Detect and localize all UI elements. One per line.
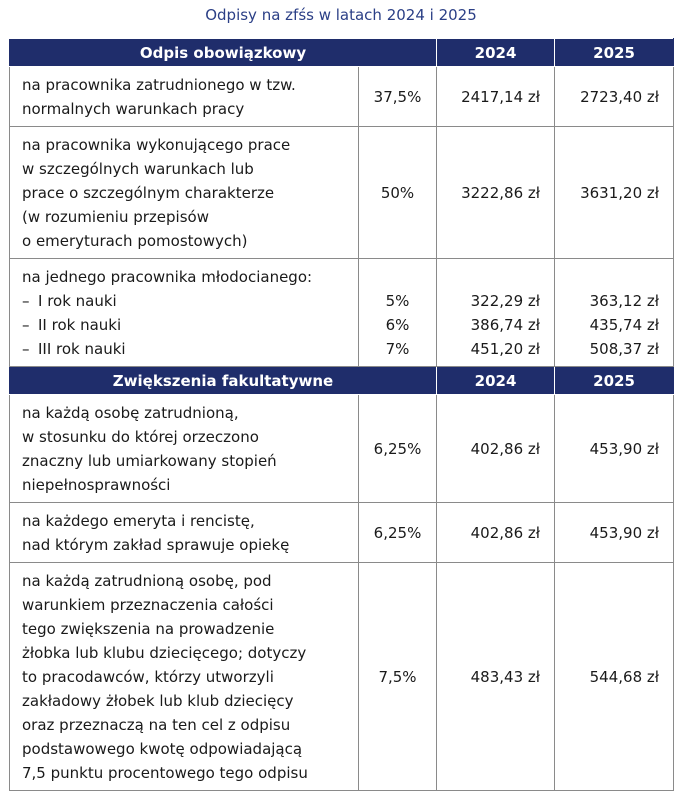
- amount-2025: 544,68 zł: [555, 563, 674, 791]
- table-row: [10, 67, 674, 127]
- rate-cell: 50%: [359, 127, 437, 259]
- youth-item: [22, 337, 350, 361]
- desc-line: o emeryturach pomostowych): [22, 232, 248, 250]
- rate-value: 6%: [385, 316, 410, 334]
- dash-marker: –: [22, 340, 30, 358]
- amount-value: 451,20 zł: [470, 340, 541, 358]
- amount-2024: 402,86 zł: [437, 395, 555, 503]
- youth-item-label: I rok nauki: [38, 292, 117, 310]
- allowance-table: [9, 38, 674, 791]
- year-header-2025: 2025: [555, 367, 674, 395]
- desc-line: na każdą zatrudnioną osobę, pod: [22, 572, 272, 590]
- desc-line: niepełnosprawności: [22, 476, 171, 494]
- desc-line: warunkiem przeznaczenia całości: [22, 596, 274, 614]
- desc-line: to pracodawców, którzy utworzyli: [22, 668, 274, 686]
- table-row: [10, 395, 674, 503]
- desc-line: żłobka lub klubu dziecięcego; dotyczy: [22, 644, 307, 662]
- table-title: Odpisy na zfśs w latach 2024 i 2025: [205, 6, 477, 24]
- desc-line: znaczny lub umiarkowany stopień: [22, 452, 277, 470]
- dash-marker: –: [22, 316, 30, 334]
- amount-value: 386,74 zł: [470, 316, 541, 334]
- amount-2024: [437, 259, 555, 367]
- desc-line: na każdą osobę zatrudnioną,: [22, 404, 239, 422]
- amount-2024: 483,43 zł: [437, 563, 555, 791]
- desc-line: na jednego pracownika młodocianego:: [22, 268, 313, 286]
- row-description: [10, 259, 359, 367]
- rate-cell: 7,5%: [359, 563, 437, 791]
- amount-value: 322,29 zł: [470, 292, 541, 310]
- amount-2025: 2723,40 zł: [555, 67, 674, 127]
- table-row: [10, 503, 674, 563]
- amount-2025: 453,90 zł: [555, 395, 674, 503]
- desc-line: nad którym zakład sprawuje opiekę: [22, 536, 290, 554]
- amount-2024: 3222,86 zł: [437, 127, 555, 259]
- desc-line: w stosunku do której orzeczono: [22, 428, 259, 446]
- table-row: [10, 563, 674, 791]
- rate-cell: 37,5%: [359, 67, 437, 127]
- desc-line: 7,5 punktu procentowego tego odpisu: [22, 764, 308, 782]
- section-title: Odpis obowiązkowy: [10, 39, 437, 67]
- section-title: Zwiększenia fakultatywne: [10, 367, 437, 395]
- youth-item: [22, 313, 350, 337]
- row-description: [10, 127, 359, 259]
- desc-line: na pracownika zatrudnionego w tzw.: [22, 76, 296, 94]
- desc-line: (w rozumieniu przepisów: [22, 208, 209, 226]
- rate-cell: 6,25%: [359, 395, 437, 503]
- rate-value: 5%: [385, 292, 410, 310]
- section-header-optional: [10, 367, 674, 395]
- year-header-2025: 2025: [555, 39, 674, 67]
- rate-cell: 6,25%: [359, 503, 437, 563]
- desc-line: prace o szczególnym charakterze: [22, 184, 275, 202]
- table-row: [10, 127, 674, 259]
- dash-marker: –: [22, 292, 30, 310]
- row-description: [10, 563, 359, 791]
- row-description: [10, 67, 359, 127]
- year-header-2024: 2024: [437, 39, 555, 67]
- section-header-mandatory: [10, 39, 674, 67]
- amount-2025: [555, 259, 674, 367]
- desc-line: w szczególnych warunkach lub: [22, 160, 254, 178]
- rate-value: 7%: [385, 340, 410, 358]
- desc-line: zakładowy żłobek lub klub dziecięcy: [22, 692, 294, 710]
- amount-value: 508,37 zł: [589, 340, 660, 358]
- amount-2024: 402,86 zł: [437, 503, 555, 563]
- year-header-2024: 2024: [437, 367, 555, 395]
- desc-line: na każdego emeryta i rencistę,: [22, 512, 255, 530]
- youth-item-label: II rok nauki: [38, 316, 122, 334]
- amount-value: 363,12 zł: [589, 292, 660, 310]
- desc-line: normalnych warunkach pracy: [22, 100, 245, 118]
- row-description: [10, 395, 359, 503]
- row-description: [10, 503, 359, 563]
- amount-2025: 453,90 zł: [555, 503, 674, 563]
- desc-line: podstawowego kwotę odpowiadającą: [22, 740, 303, 758]
- amount-2024: 2417,14 zł: [437, 67, 555, 127]
- amount-2025: 3631,20 zł: [555, 127, 674, 259]
- table-row-youth: [10, 259, 674, 367]
- youth-item: [22, 289, 350, 313]
- amount-value: 435,74 zł: [589, 316, 660, 334]
- desc-line: tego zwiększenia na prowadzenie: [22, 620, 275, 638]
- desc-line: na pracownika wykonującego prace: [22, 136, 291, 154]
- rate-cell: [359, 259, 437, 367]
- desc-line: oraz przeznaczą na ten cel z odpisu: [22, 716, 291, 734]
- youth-item-label: III rok nauki: [38, 340, 126, 358]
